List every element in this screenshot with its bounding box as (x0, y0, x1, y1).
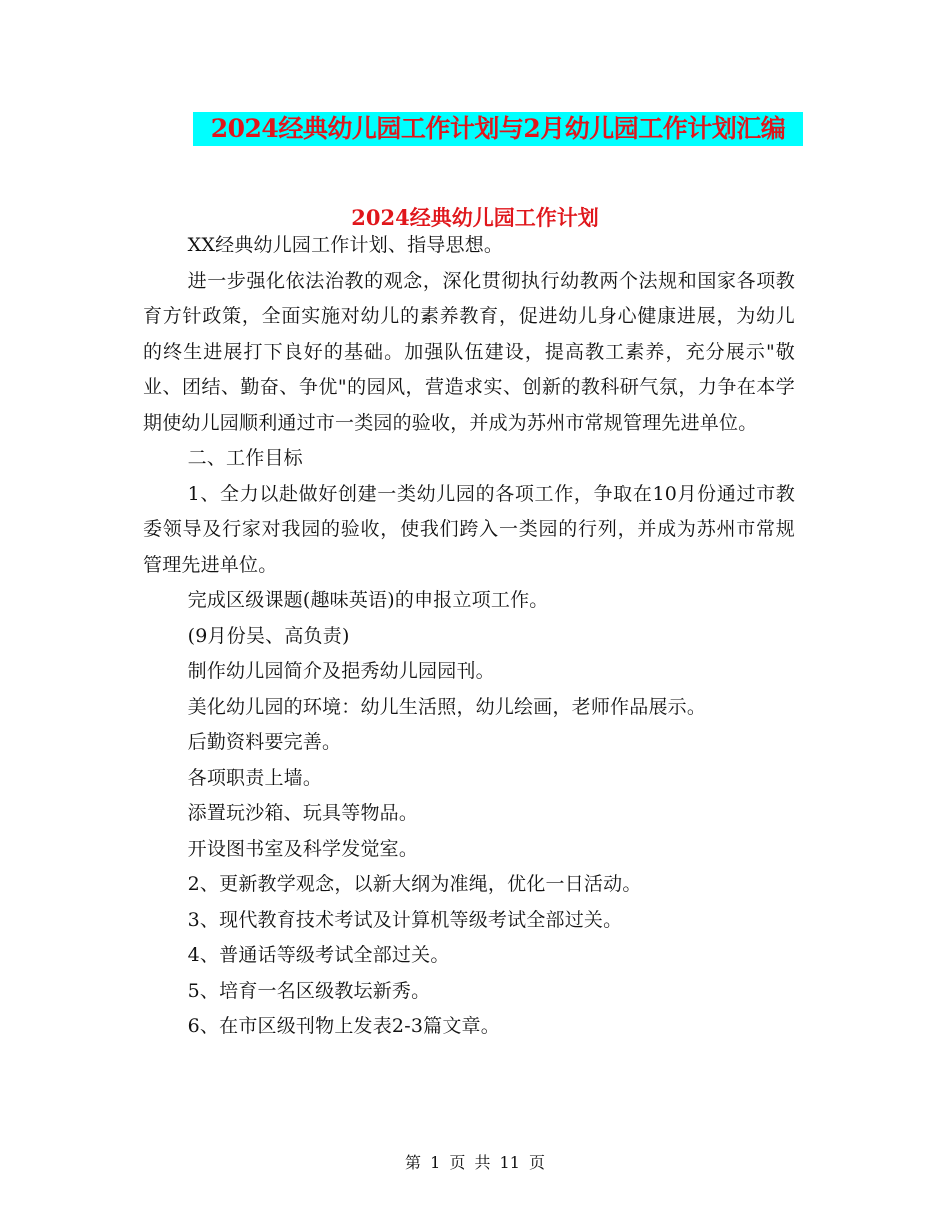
paragraph: 添置玩沙箱、玩具等物品。 (187, 802, 419, 824)
paragraph: 进一步强化依法治教的观念，深化贯彻执行幼教两个法规和国家各项教育方针政策，全面实施对幼儿的素养教育，促进幼儿身心健康进展，为幼儿的终生进展打下良好的基础。加强队伍建设，提高教工素养，充分展示"敬业、团结、勤奋、争优"的园风，营造求实、创新的教科研气氛，力争在本学期使幼儿园顺利通过市一类园的验收，并成为苏州市常规管理先进单位。 (143, 269, 795, 434)
paragraph: 各项职责上墙。 (187, 766, 323, 789)
paragraph: 完成区级课题(趣味英语)的申报立项工作。 (187, 589, 549, 611)
paragraph: 4、普通话等级考试全部过关。 (187, 944, 450, 966)
page-footer: 第 1 页 共 11 页 (405, 1153, 545, 1172)
paragraph: 3、现代教育技术考试及计算机等级考试全部过关。 (187, 908, 623, 931)
paragraph: 6、在市区级刊物上发表2-3篇文章。 (187, 1015, 500, 1037)
paragraph: 1、全力以赴做好创建一类幼儿园的各项工作，争取在10月份通过市教委领导及行家对我园的验收，使我们跨入一类园的行列，并成为苏州市常规管理先进单位。 (143, 482, 795, 576)
paragraph: (9月份吴、高负责) (187, 624, 350, 647)
paragraph: XX经典幼儿园工作计划、指导思想。 (187, 234, 504, 256)
document-body (143, 228, 795, 1045)
paragraph: 开设图书室及科学发觉室。 (187, 837, 419, 860)
paragraph: 5、培育一名区级教坛新秀。 (187, 979, 431, 1002)
paragraph: 后勤资料要完善。 (187, 731, 342, 753)
section-title: 2024经典幼儿园工作计划 (351, 205, 599, 230)
paragraph: 制作幼儿园简介及挹秀幼儿园园刊。 (187, 660, 495, 682)
document-main-title: 2024经典幼儿园工作计划与2月幼儿园工作计划汇编 (193, 112, 803, 146)
paragraph: 二、工作目标 (187, 447, 303, 469)
paragraph: 2、更新教学观念，以新大纲为准绳，优化一日活动。 (187, 873, 642, 895)
paragraph: 美化幼儿园的环境：幼儿生活照，幼儿绘画，老师作品展示。 (187, 695, 707, 718)
